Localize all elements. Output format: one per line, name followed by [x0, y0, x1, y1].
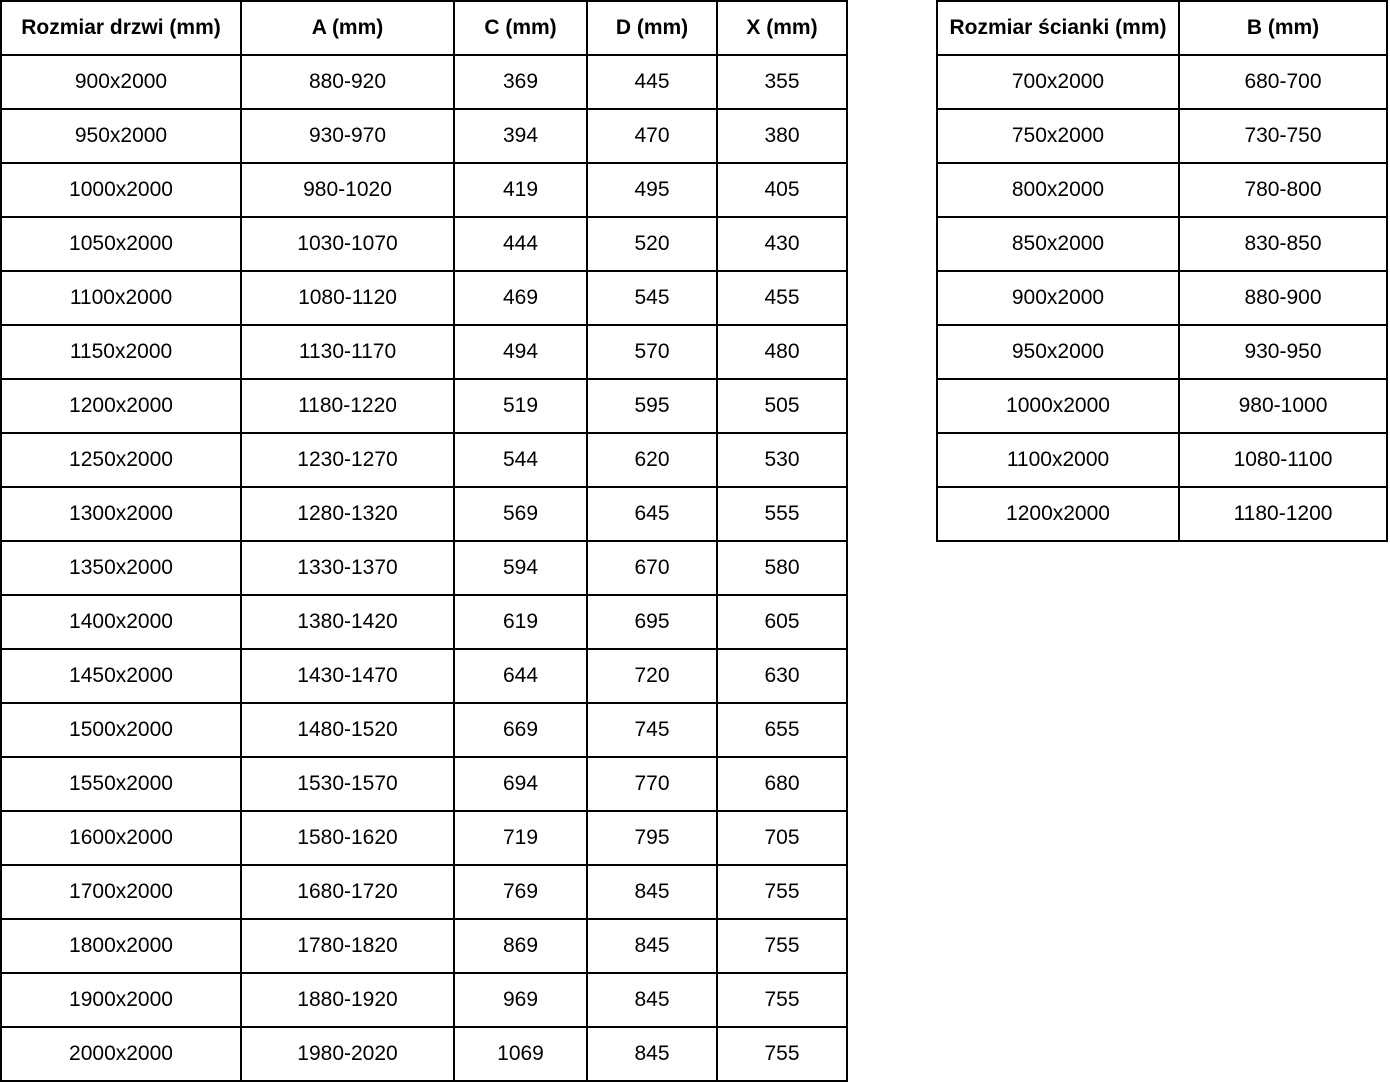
table-cell: 1380-1420 [241, 595, 454, 649]
table-cell: 1330-1370 [241, 541, 454, 595]
table-cell: 845 [587, 973, 717, 1027]
door-table-header-row [1, 1, 847, 55]
table-cell: 694 [454, 757, 587, 811]
table-cell: 1400x2000 [1, 595, 241, 649]
table-row [1, 433, 847, 487]
table-row [937, 163, 1387, 217]
table-cell: 1980-2020 [241, 1027, 454, 1081]
column-header: Rozmiar ścianki (mm) [937, 1, 1179, 55]
table-cell: 1100x2000 [937, 433, 1179, 487]
table-row [937, 433, 1387, 487]
column-header: C (mm) [454, 1, 587, 55]
table-cell: 1550x2000 [1, 757, 241, 811]
table-cell: 755 [717, 973, 847, 1027]
table-cell: 745 [587, 703, 717, 757]
table-cell: 355 [717, 55, 847, 109]
table-row [1, 811, 847, 865]
table-row [937, 271, 1387, 325]
table-cell: 880-900 [1179, 271, 1387, 325]
table-cell: 1450x2000 [1, 649, 241, 703]
table-cell: 880-920 [241, 55, 454, 109]
column-header: A (mm) [241, 1, 454, 55]
table-cell: 1030-1070 [241, 217, 454, 271]
table-cell: 369 [454, 55, 587, 109]
table-cell: 469 [454, 271, 587, 325]
table-cell: 1530-1570 [241, 757, 454, 811]
table-cell: 845 [587, 1027, 717, 1081]
table-row [1, 649, 847, 703]
table-cell: 1780-1820 [241, 919, 454, 973]
table-cell: 505 [717, 379, 847, 433]
wall-sizes-table [936, 0, 1388, 542]
table-cell: 1080-1120 [241, 271, 454, 325]
table-cell: 730-750 [1179, 109, 1387, 163]
table-row [1, 55, 847, 109]
table-cell: 519 [454, 379, 587, 433]
table-cell: 719 [454, 811, 587, 865]
table-cell: 2000x2000 [1, 1027, 241, 1081]
table-cell: 800x2000 [937, 163, 1179, 217]
table-cell: 930-950 [1179, 325, 1387, 379]
table-cell: 570 [587, 325, 717, 379]
table-cell: 1280-1320 [241, 487, 454, 541]
table-cell: 1200x2000 [1, 379, 241, 433]
table-cell: 445 [587, 55, 717, 109]
table-row [1, 271, 847, 325]
table-row [937, 379, 1387, 433]
table-cell: 1150x2000 [1, 325, 241, 379]
table-cell: 1100x2000 [1, 271, 241, 325]
table-row [1, 379, 847, 433]
table-cell: 620 [587, 433, 717, 487]
table-cell: 720 [587, 649, 717, 703]
table-row [1, 109, 847, 163]
table-cell: 1800x2000 [1, 919, 241, 973]
table-cell: 595 [587, 379, 717, 433]
table-cell: 980-1020 [241, 163, 454, 217]
table-cell: 1500x2000 [1, 703, 241, 757]
table-cell: 930-970 [241, 109, 454, 163]
table-cell: 1700x2000 [1, 865, 241, 919]
column-header: Rozmiar drzwi (mm) [1, 1, 241, 55]
table-cell: 845 [587, 919, 717, 973]
table-cell: 950x2000 [937, 325, 1179, 379]
table-row [1, 163, 847, 217]
table-cell: 850x2000 [937, 217, 1179, 271]
table-cell: 1050x2000 [1, 217, 241, 271]
column-header: X (mm) [717, 1, 847, 55]
table-cell: 830-850 [1179, 217, 1387, 271]
table-cell: 594 [454, 541, 587, 595]
table-cell: 770 [587, 757, 717, 811]
table-cell: 630 [717, 649, 847, 703]
table-cell: 569 [454, 487, 587, 541]
column-header: B (mm) [1179, 1, 1387, 55]
table-row [1, 595, 847, 649]
table-cell: 430 [717, 217, 847, 271]
table-cell: 669 [454, 703, 587, 757]
table-cell: 980-1000 [1179, 379, 1387, 433]
table-row [1, 217, 847, 271]
table-cell: 750x2000 [937, 109, 1179, 163]
table-cell: 1600x2000 [1, 811, 241, 865]
table-cell: 1900x2000 [1, 973, 241, 1027]
table-cell: 470 [587, 109, 717, 163]
table-cell: 755 [717, 919, 847, 973]
table-cell: 1000x2000 [1, 163, 241, 217]
table-cell: 1680-1720 [241, 865, 454, 919]
table-cell: 480 [717, 325, 847, 379]
table-cell: 705 [717, 811, 847, 865]
table-cell: 545 [587, 271, 717, 325]
table-row [1, 757, 847, 811]
table-cell: 1130-1170 [241, 325, 454, 379]
table-cell: 1480-1520 [241, 703, 454, 757]
table-cell: 605 [717, 595, 847, 649]
table-cell: 1180-1220 [241, 379, 454, 433]
table-cell: 530 [717, 433, 847, 487]
table-cell: 520 [587, 217, 717, 271]
table-cell: 655 [717, 703, 847, 757]
table-cell: 619 [454, 595, 587, 649]
table-cell: 869 [454, 919, 587, 973]
table-cell: 544 [454, 433, 587, 487]
table-row [1, 541, 847, 595]
table-row [937, 55, 1387, 109]
table-row [1, 703, 847, 757]
table-row [937, 109, 1387, 163]
table-row [1, 1027, 847, 1081]
table-row [937, 325, 1387, 379]
table-cell: 845 [587, 865, 717, 919]
table-cell: 900x2000 [937, 271, 1179, 325]
table-cell: 580 [717, 541, 847, 595]
table-cell: 644 [454, 649, 587, 703]
table-cell: 1080-1100 [1179, 433, 1387, 487]
table-cell: 394 [454, 109, 587, 163]
table-cell: 1000x2000 [937, 379, 1179, 433]
table-cell: 1880-1920 [241, 973, 454, 1027]
table-cell: 769 [454, 865, 587, 919]
table-cell: 969 [454, 973, 587, 1027]
table-cell: 1069 [454, 1027, 587, 1081]
column-header: D (mm) [587, 1, 717, 55]
table-cell: 495 [587, 163, 717, 217]
table-cell: 455 [717, 271, 847, 325]
table-row [1, 487, 847, 541]
table-cell: 1300x2000 [1, 487, 241, 541]
table-cell: 1180-1200 [1179, 487, 1387, 541]
table-cell: 700x2000 [937, 55, 1179, 109]
table-cell: 1430-1470 [241, 649, 454, 703]
table-cell: 900x2000 [1, 55, 241, 109]
table-cell: 950x2000 [1, 109, 241, 163]
table-cell: 419 [454, 163, 587, 217]
table-cell: 755 [717, 1027, 847, 1081]
table-cell: 755 [717, 865, 847, 919]
table-cell: 780-800 [1179, 163, 1387, 217]
table-cell: 555 [717, 487, 847, 541]
table-row [1, 919, 847, 973]
table-row [1, 325, 847, 379]
table-cell: 1350x2000 [1, 541, 241, 595]
table-cell: 680-700 [1179, 55, 1387, 109]
table-cell: 1230-1270 [241, 433, 454, 487]
table-row [937, 217, 1387, 271]
table-cell: 405 [717, 163, 847, 217]
table-cell: 444 [454, 217, 587, 271]
table-cell: 670 [587, 541, 717, 595]
table-cell: 380 [717, 109, 847, 163]
table-cell: 1200x2000 [937, 487, 1179, 541]
table-cell: 695 [587, 595, 717, 649]
table-cell: 645 [587, 487, 717, 541]
table-cell: 494 [454, 325, 587, 379]
table-row [1, 973, 847, 1027]
table-cell: 795 [587, 811, 717, 865]
wall-table-header-row [937, 1, 1387, 55]
table-row [1, 865, 847, 919]
table-cell: 680 [717, 757, 847, 811]
table-cell: 1580-1620 [241, 811, 454, 865]
table-cell: 1250x2000 [1, 433, 241, 487]
table-row [937, 487, 1387, 541]
